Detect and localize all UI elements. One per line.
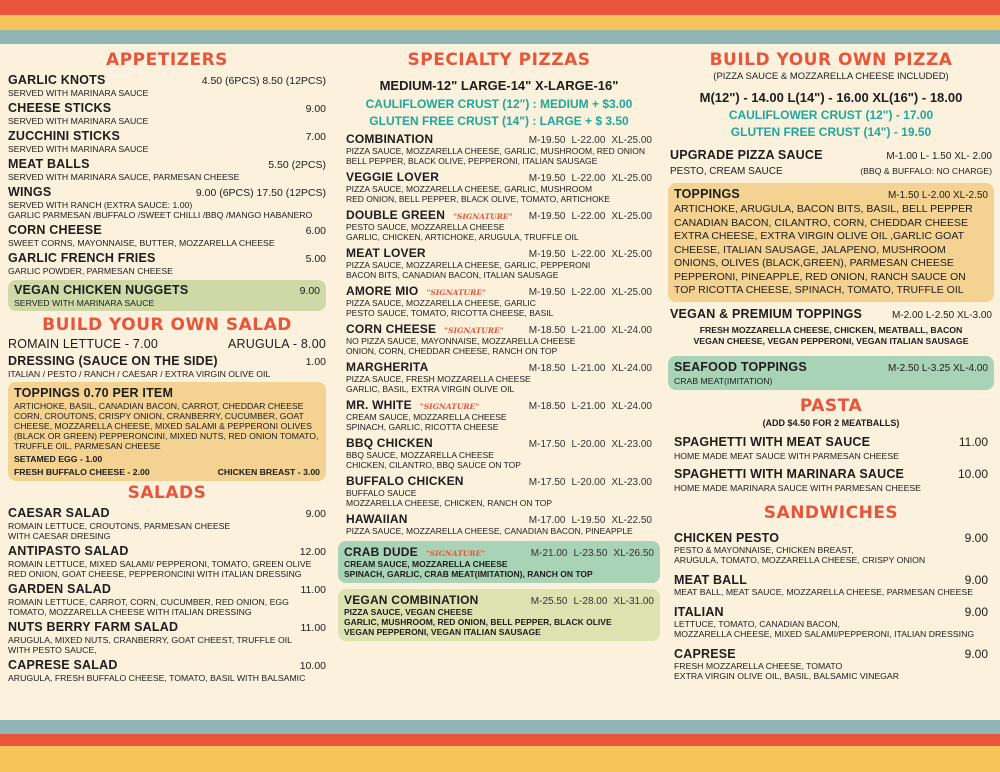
item-desc: SERVED WITH MARINARA SAUCE, PARMESAN CHEESE	[8, 172, 240, 182]
pasta-list	[668, 435, 994, 493]
item-prices: M-19.50 L-22.00 XL-25.00	[528, 211, 652, 222]
upgrade-sauce	[668, 148, 994, 177]
item-price: 9.00	[305, 103, 326, 115]
item-desc: BBQ SAUCE, MOZZARELLA CHEESE	[346, 450, 494, 460]
item-prices: M-17.50 L-20.00 XL-23.00	[528, 439, 652, 450]
item-desc: SERVED WITH MARINARA SAUCE	[8, 116, 149, 126]
item-name: CORN CHEESE	[8, 223, 102, 237]
item-price: 7.00	[305, 131, 326, 143]
item-desc: MOZZARELLA CHEESE, CHICKEN, RANCH ON TOP	[346, 498, 553, 508]
item-desc: GARLIC PARMESAN /BUFFALO /SWEET CHILLI /BBQ /MANGO HABANERO	[8, 210, 313, 220]
item-desc: BUFFALO SAUCE	[346, 488, 417, 498]
top-stripe-blue	[0, 30, 1000, 44]
item-name: AMORE MIO	[346, 284, 419, 298]
pasta-note: (ADD $4.50 FOR 2 MEATBALLS)	[762, 417, 900, 428]
item-desc: GARLIC POWDER, PARMESAN CHEESE	[8, 266, 173, 276]
list-item	[346, 284, 652, 318]
buffalo-option: FRESH BUFFALO CHEESE - 2.00	[14, 467, 150, 477]
list-item	[8, 223, 326, 248]
item-prices: M-18.50 L-21.00 XL-24.00	[528, 401, 652, 412]
item-desc: PIZZA SAUCE, VEGAN CHEESE	[344, 607, 473, 617]
item-price: 9.00	[964, 604, 988, 619]
right-column	[668, 46, 994, 681]
item-desc: SERVED WITH MARINARA SAUCE	[14, 298, 155, 308]
gluten-free-crust: GLUTEN FREE CRUST (14") : LARGE + $ 3.50	[369, 114, 629, 128]
item-price: 10.00	[957, 466, 988, 481]
list-item	[346, 474, 652, 508]
pizza-list	[338, 132, 660, 536]
item-name: NUTS BERRY FARM SALAD	[8, 620, 179, 634]
item-desc: PESTO, CREAM SAUCE	[670, 166, 783, 177]
item-prices: M-18.50 L-21.00 XL-24.00	[528, 325, 652, 336]
item-name: VEGAN & PREMIUM TOPPINGS	[670, 306, 863, 321]
salads-list	[8, 506, 326, 683]
item-name: VEGAN COMBINATION	[344, 593, 479, 607]
item-name: SPAGHETTI WITH MEAT SAUCE	[674, 434, 871, 449]
item-desc: SPINACH, GARLIC, CRAB MEAT(IMITATION), RANCH ON TOP	[344, 569, 593, 579]
toppings-prices: M-1.50 L-2.00 XL-2.50	[887, 190, 988, 201]
list-item	[8, 157, 326, 182]
left-column	[8, 46, 326, 683]
item-desc: PIZZA SAUCE, FRESH MOZZARELLA CHEESE	[346, 374, 531, 384]
item-desc: ARUGULA, MIXED NUTS, CRANBERRY, GOAT CHEEST, TRUFFLE OIL	[8, 635, 293, 645]
item-prices: M-17.50 L-20.00 XL-23.00	[528, 477, 652, 488]
list-item	[8, 251, 326, 276]
item-desc: GARLIC, MUSHROOM, RED ONION, BELL PEPPER, BLACK OLIVE	[344, 617, 612, 627]
item-name: CAPRESE SALAD	[8, 658, 118, 672]
item-price: 1.00	[305, 356, 326, 368]
signature-tag: "SIGNATURE"	[444, 326, 504, 335]
item-price: 9.00	[964, 572, 988, 587]
item-name: MEAT LOVER	[346, 246, 426, 260]
premium-toppings	[668, 307, 994, 346]
item-name: ANTIPASTO SALAD	[8, 544, 129, 558]
dressing-item	[8, 354, 326, 379]
item-name: MEAT BALLS	[8, 157, 90, 171]
top-stripe-red	[0, 0, 1000, 15]
bottom-stripe-yellow	[0, 746, 1000, 772]
item-name: DOUBLE GREEN	[346, 208, 446, 222]
item-name: COMBINATION	[346, 132, 434, 146]
list-item	[8, 582, 326, 617]
item-desc: HOME MADE MARINARA SAUCE WITH PARMESAN CHEESE	[674, 482, 921, 493]
item-desc: TOMATO, MOZZARELLA CHEESE WITH ITALIAN DRESSING	[8, 607, 252, 617]
top-stripe-yellow	[0, 15, 1000, 30]
item-price: 9.00	[964, 530, 988, 545]
byo-salad-title: BUILD YOUR OWN SALAD	[42, 315, 292, 335]
item-desc: PIZZA SAUCE, MOZZARELLA CHEESE, GARLIC, PEPPERONI	[346, 260, 591, 270]
pasta-title: PASTA	[799, 395, 863, 416]
chicken-option: CHICKEN BREAST - 3.00	[217, 467, 320, 477]
item-name: SEAFOOD TOPPINGS	[674, 359, 807, 374]
item-name: BUFFALO CHICKEN	[346, 474, 464, 488]
middle-column	[338, 46, 660, 641]
egg-option: SETAMED EGG - 1.00	[14, 454, 103, 464]
toppings-list: ARTICHOKE, BASIL, CANADIAN BACON, CARROT, CHEDDAR CHEESE CORN, CROUTONS, CRISPY ONION, CRANBERRY, CUCUMBER, GOAT CHEESE, MOZZARELLA CHEESE, MIXED SALAMI & PEPPERONI OLIVES (BLACK OR GREEN) PEPPERONCINI, MIXED NUTS, RED ONION TOMATO, TRUFFLE OIL, PARMESAN CHEESE	[14, 401, 319, 451]
item-name: MARGHERITA	[346, 360, 429, 374]
list-item	[8, 73, 326, 98]
sandwiches-list	[668, 531, 994, 681]
item-prices: M-19.50 L-22.00 XL-25.00	[528, 135, 652, 146]
sandwiches-title: SANDWICHES	[763, 502, 899, 523]
seafood-toppings-box	[668, 356, 994, 390]
item-desc: MOZZARELLA CHEESE, MIXED SALAMI/PEPPERONI, ITALIAN DRESSING	[674, 628, 975, 639]
item-desc: SERVED WITH RANCH (EXTRA SAUCE: 1.00)	[8, 200, 193, 210]
item-desc: ARUGULA, TOMATO, MOZZARELLA CHEESE, CRISPY ONION	[674, 554, 926, 565]
item-price: 5.00	[305, 253, 326, 265]
item-name: MEAT BALL	[674, 572, 748, 587]
item-desc: SPINACH, GARLIC, RICOTTA CHEESE	[346, 422, 499, 432]
item-desc: PIZZA SAUCE, MOZZARELLA CHEESE, GARLIC, MUSHROOM	[346, 184, 593, 194]
item-desc: EXTRA VIRGIN OLIVE OIL, BASIL, BALSAMIC VINEGAR	[674, 670, 899, 681]
item-name: BBQ CHICKEN	[346, 436, 433, 450]
cauliflower-crust: CAULIFLOWER CRUST (12") : MEDIUM + $3.00	[365, 97, 633, 111]
bottom-stripe-blue	[0, 720, 1000, 734]
item-prices: M-19.50 L-22.00 XL-25.00	[528, 249, 652, 260]
list-item	[8, 129, 326, 154]
item-prices: M-19.50 L-22.00 XL-25.00	[528, 173, 652, 184]
item-name: VEGGIE LOVER	[346, 170, 440, 184]
item-desc: CREAM SAUCE, MOZZARELLA CHEESE	[346, 412, 507, 422]
item-price: 9.00	[305, 508, 326, 520]
item-price: M-2.50 L-3.25 XL-4.00	[887, 362, 988, 374]
item-price: 9.00	[299, 285, 320, 297]
item-desc: PIZZA SAUCE, MOZZARELLA CHEESE, CANADIAN BACON, PINEAPPLE	[346, 526, 633, 536]
item-price: 5.50 (2PCS)	[268, 159, 326, 171]
item-desc: WITH CAESAR DRESING	[8, 531, 111, 541]
item-desc: MEAT BALL, MEAT SAUCE, MOZZARELLA CHEESE, PARMESAN CHEESE	[674, 586, 973, 597]
list-item	[346, 512, 652, 536]
item-desc: PIZZA SAUCE, MOZZARELLA CHEESE, GARLIC, MUSHROOM, RED ONION	[346, 146, 645, 156]
item-desc: WITH PESTO SAUCE,	[8, 645, 97, 655]
item-prices: M-17.00 L-19.50 XL-22.50	[528, 515, 652, 526]
premium-salad-options	[14, 467, 320, 477]
salad-bases	[8, 337, 326, 351]
item-desc: PIZZA SAUCE, MOZZARELLA CHEESE, GARLIC	[346, 298, 536, 308]
list-item	[8, 544, 326, 579]
list-item	[346, 132, 652, 166]
item-name: UPGRADE PIZZA SAUCE	[670, 148, 823, 162]
item-name: ZUCCHINI STICKS	[8, 129, 121, 143]
byo-pizza-subtitle: (PIZZA SAUCE & MOZZARELLA CHEESE INCLUDED)	[713, 71, 949, 82]
list-item	[674, 647, 988, 681]
byo-pizza-sizes: M(12") - 14.00 L(14") - 16.00 XL(16") - 18.00	[699, 90, 963, 105]
list-item	[8, 620, 326, 655]
list-item	[346, 208, 652, 242]
pizza-sizes: MEDIUM-12" LARGE-14" X-LARGE-16"	[379, 78, 619, 93]
item-price: M-2.00 L-2.50 XL-3.00	[891, 309, 992, 321]
byo-pizza-title: BUILD YOUR OWN PIZZA	[709, 50, 953, 70]
item-name: CHEESE STICKS	[8, 101, 112, 115]
list-item	[674, 573, 988, 597]
list-item	[8, 185, 326, 220]
item-name: GARLIC FRENCH FRIES	[8, 251, 156, 265]
item-name: SPAGHETTI WITH MARINARA SAUCE	[674, 466, 905, 481]
upgrade-note: (BBQ & BUFFALO: NO CHARGE)	[860, 166, 992, 176]
item-price: 4.50 (6PCS) 8.50 (12PCS)	[201, 75, 326, 87]
item-desc: ONION, CORN, CHEDDAR CHEESE, RANCH ON TOP	[346, 346, 558, 356]
toppings-title: TOPPINGS	[674, 187, 740, 201]
item-name: WINGS	[8, 185, 52, 199]
item-price: 9.00	[964, 646, 988, 661]
item-desc: PESTO SAUCE, TOMATO, RICOTTA CHEESE, BASIL	[346, 308, 554, 318]
item-desc: PESTO & MAYONNAISE, CHICKEN BREAST,	[674, 544, 854, 555]
item-desc: ROMAIN LETTUCE, CARROT, CORN, CUCUMBER, RED ONION, EGG	[8, 597, 289, 607]
pizza-toppings-box	[668, 183, 994, 302]
item-name: HAWAIIAN	[346, 512, 408, 526]
item-name: GARLIC KNOTS	[8, 73, 106, 87]
item-desc: RED ONION, BELL PEPPER, BLACK OLIVE, TOMATO, ARTICHOKE	[346, 194, 610, 204]
item-desc: CRAB MEAT(IMITATION)	[674, 375, 773, 386]
salads-title: SALADS	[127, 483, 207, 503]
appetizers-title: APPETIZERS	[106, 50, 228, 70]
list-item	[8, 506, 326, 541]
signature-tag: "SIGNATURE"	[426, 288, 486, 297]
item-prices: M-19.50 L-22.00 XL-25.00	[528, 287, 652, 298]
item-desc: CHICKEN, CILANTRO, BBQ SAUCE ON TOP	[346, 460, 521, 470]
bottom-stripe-red	[0, 734, 1000, 746]
list-item	[346, 170, 652, 204]
item-name: CHICKEN PESTO	[674, 530, 780, 545]
item-name: GARDEN SALAD	[8, 582, 112, 596]
item-price: M-1.00 L- 1.50 XL- 2.00	[886, 151, 992, 162]
item-price: 11.00	[300, 622, 326, 634]
signature-tag: "SIGNATURE"	[453, 212, 513, 221]
signature-tag: "SIGNATURE"	[419, 402, 480, 411]
specialty-title: SPECIALTY PIZZAS	[407, 50, 591, 70]
item-price: 9.00 (6PCS) 17.50 (12PCS)	[195, 187, 326, 199]
appetizer-list	[8, 73, 326, 276]
item-prices: M-25.50 L-28.00 XL-31.00	[530, 596, 654, 607]
item-desc: SWEET CORNS, MAYONNAISE, BUTTER, MOZZARELLA CHEESE	[8, 238, 275, 248]
item-desc: SERVED WITH MARINARA SAUCE	[8, 88, 149, 98]
list-item	[346, 322, 652, 356]
item-desc: PESTO SAUCE, MOZZARELLA CHEESE	[346, 222, 505, 232]
item-name: CORN CHEESE	[346, 322, 437, 336]
arugula-base: ARUGULA - 8.00	[228, 337, 326, 351]
item-price: 11.00	[958, 434, 988, 449]
item-name: MR. WHITE	[346, 398, 412, 412]
item-desc: GARLIC, BASIL, EXTRA VIRGIN OLIVE OIL	[346, 384, 515, 394]
list-item	[346, 360, 652, 394]
item-desc: CREAM SAUCE, MOZZARELLA CHEESE	[344, 559, 508, 569]
byo-gluten-free: GLUTEN FREE CRUST (14") - 19.50	[730, 125, 932, 139]
item-name: DRESSING (SAUCE ON THE SIDE)	[8, 354, 218, 368]
item-desc: ITALIAN / PESTO / RANCH / CAESAR / EXTRA VIRGIN OLIVE OIL	[8, 369, 271, 379]
item-desc: FRESH MOZZARELLA CHEESE, TOMATO	[674, 660, 843, 671]
item-desc: ARUGULA, FRESH BUFFALO CHEESE, TOMATO, BASIL WITH BALSAMIC	[8, 673, 306, 683]
item-desc: NO PIZZA SAUCE, MAYONNAISE, MOZZARELLA CHEESE	[346, 336, 576, 346]
item-price: 6.00	[305, 225, 326, 237]
salad-toppings-box	[8, 382, 326, 481]
byo-cauliflower: CAULIFLOWER CRUST (12") - 17.00	[728, 108, 934, 122]
toppings-title: TOPPINGS 0.70 PER ITEM	[14, 386, 174, 400]
item-prices: M-18.50 L-21.00 XL-24.00	[528, 363, 652, 374]
list-item	[674, 531, 988, 565]
list-item	[346, 436, 652, 470]
item-name: CAPRESE	[674, 646, 736, 661]
item-name: CRAB DUDE	[344, 545, 418, 559]
list-item	[8, 101, 326, 126]
item-price: 12.00	[299, 546, 326, 558]
toppings-list: ARTICHOKE, ARUGULA, BACON BITS, BASIL, BELL PEPPER CANADIAN BACON, CILANTRO, CORN, CHEDDAR CHEESE EXTRA CHEESE, EXTRA VIRGIN OLIVE OIL ,GARLIC GOAT CHEESE, ITALIAN SAUSAGE, JALAPENO, MUSHROOM ONIONS, OLIVES (BLACK,GREEN), PARMESAN CHEESE PEPPERONI, PINEAPPLE, RED ONION, RANCH SAUCE ON TOP RICOTTA CHEESE, SPINACH, TOMATO, TRUFFLE OIL	[674, 203, 973, 296]
item-name: CAESAR SALAD	[8, 506, 110, 520]
list-item	[346, 246, 652, 280]
list-item	[674, 605, 988, 639]
list-item	[8, 658, 326, 683]
item-name: ITALIAN	[674, 604, 724, 619]
vegan-combination-box	[338, 589, 660, 641]
item-desc: ROMAIN LETTUCE, MIXED SALAMI/ PEPPERONI, TOMATO, GREEN OLIVE	[8, 559, 312, 569]
item-desc: VEGAN CHEESE, VEGAN PEPPERONI, VEGAN ITALIAN SAUSAGE	[693, 335, 969, 346]
item-desc: LETTUCE, TOMATO, CANADIAN BACON,	[674, 618, 840, 629]
item-price: 10.00	[299, 660, 326, 672]
item-desc: GARLIC, CHICKEN, ARTICHOKE, ARUGULA, TRUFFLE OIL	[346, 232, 579, 242]
signature-tag: "SIGNATURE"	[425, 549, 486, 558]
item-desc: ROMAIN LETTUCE, CROUTONS, PARMESAN CHEESE	[8, 521, 231, 531]
item-desc: VEGAN PEPPERONI, VEGAN ITALIAN SAUSAGE	[344, 627, 541, 637]
item-desc: FRESH MOZZARELLA CHEESE, CHICKEN, MEATBALL, BACON	[699, 324, 963, 335]
list-item	[346, 398, 652, 432]
list-item	[674, 467, 988, 493]
item-price: 11.00	[300, 584, 326, 596]
romain-base: ROMAIN LETTUCE - 7.00	[8, 337, 159, 351]
item-desc: BELL PEPPER, BLACK OLIVE, PEPPERONI, ITALIAN SAUSAGE	[346, 156, 598, 166]
item-desc: BACON BITS, CANADIAN BACON, ITALIAN SAUSAGE	[346, 270, 559, 280]
item-prices: M-21.00 L-23.50 XL-26.50	[530, 548, 654, 559]
item-desc: HOME MADE MEAT SAUCE WITH PARMESAN CHEESE	[674, 450, 899, 461]
vegan-nuggets-box	[8, 280, 326, 311]
list-item	[674, 435, 988, 461]
item-desc: SERVED WITH MARINARA SAUCE	[8, 144, 149, 154]
crab-dude-box	[338, 541, 660, 583]
item-name: VEGAN CHICKEN NUGGETS	[14, 283, 189, 297]
item-desc: RED ONION, GOAT CHEESE, PEPPERONCINI WITH ITALIAN DRESSING	[8, 569, 302, 579]
